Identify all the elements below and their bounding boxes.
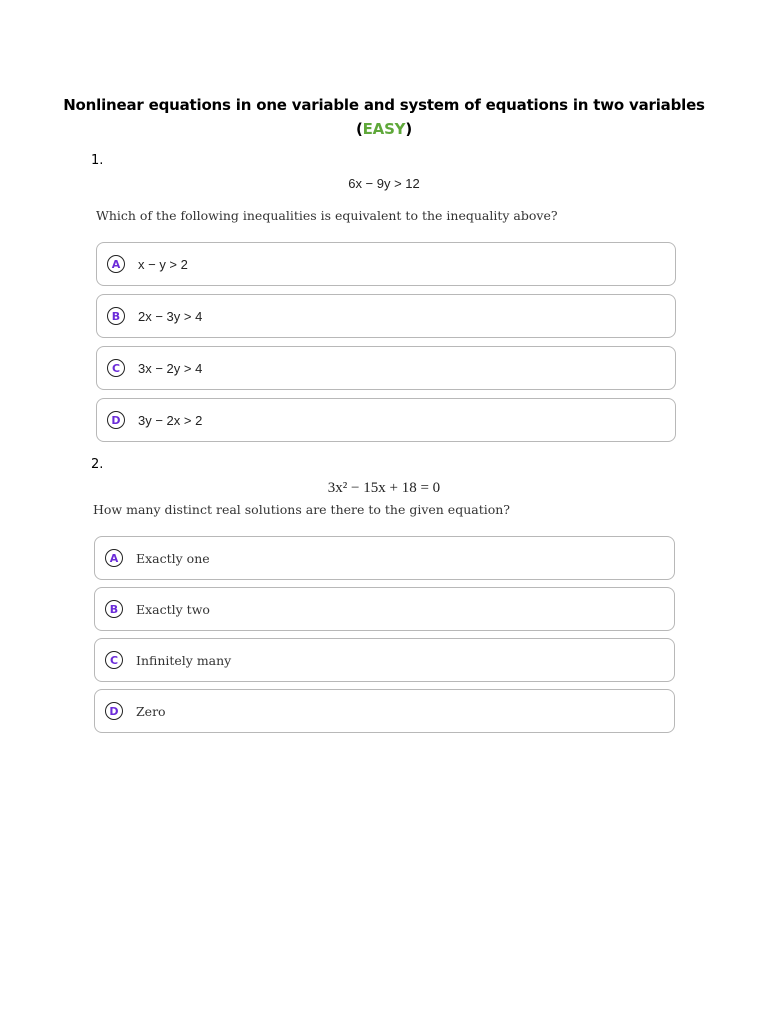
option-b-badge: B <box>105 600 123 618</box>
question-1-option-c[interactable] <box>96 346 676 390</box>
question-1-equation: 6x − 9y > 12 <box>348 176 420 191</box>
paren-open: ( <box>355 120 363 138</box>
option-a-text: Exactly one <box>136 550 210 566</box>
question-1-prompt: Which of the following inequalities is equivalent to the inequality above? <box>96 208 558 223</box>
option-b-text: 2x − 3y > 4 <box>138 308 203 324</box>
option-d-badge: D <box>107 411 125 429</box>
question-2-option-a[interactable] <box>94 536 675 580</box>
option-c-text: Infinitely many <box>136 652 232 668</box>
question-2-number: 2. <box>91 457 104 472</box>
question-1-option-a[interactable] <box>96 242 676 286</box>
difficulty-label: EASY <box>362 120 406 138</box>
option-b-text: Exactly two <box>136 601 210 617</box>
option-a-badge: A <box>105 549 123 567</box>
title-line-1: Nonlinear equations in one variable and system of equations in two variables <box>63 96 705 114</box>
option-a-text: x − y > 2 <box>138 256 188 272</box>
paren-close: ) <box>405 120 413 138</box>
title-line-2 <box>60 117 708 141</box>
option-b-badge: B <box>107 307 125 325</box>
question-1-option-d[interactable] <box>96 398 676 442</box>
option-c-badge: C <box>107 359 125 377</box>
question-2-equation: 3x² − 15x + 18 = 0 <box>327 480 441 496</box>
question-2-prompt: How many distinct real solutions are there to the given equation? <box>93 502 511 517</box>
option-c-text: 3x − 2y > 4 <box>138 360 203 376</box>
option-d-badge: D <box>105 702 123 720</box>
question-1-option-b[interactable] <box>96 294 676 338</box>
question-2-option-c[interactable] <box>94 638 675 682</box>
option-d-text: Zero <box>136 703 166 719</box>
option-c-badge: C <box>105 651 123 669</box>
question-2-option-b[interactable] <box>94 587 675 631</box>
option-d-text: 3y − 2x > 2 <box>138 412 203 428</box>
question-1-number: 1. <box>91 153 104 168</box>
option-a-badge: A <box>107 255 125 273</box>
page-title <box>60 93 708 141</box>
question-2-option-d[interactable] <box>94 689 675 733</box>
